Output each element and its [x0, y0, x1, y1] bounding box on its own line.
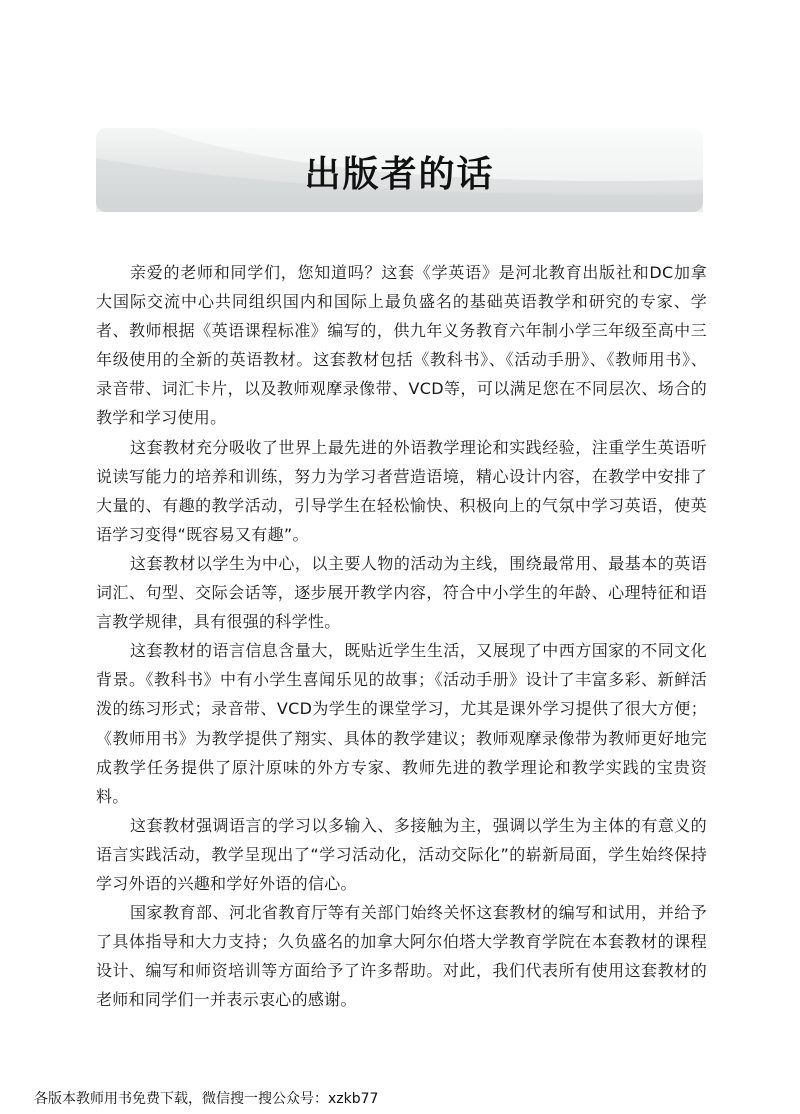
- paragraph-practice: 这套教材强调语言的学习以多输入、多接触为主，强调以学生为主体的有意义的语言实践活动，教学呈现出了“学习活动化，活动交际化”的崭新局面，学生始终保持学习外语的兴趣和学好外语的信心。: [96, 815, 707, 893]
- paragraph-acknowledgement: 国家教育部、河北省教育厅等有关部门始终关怀这套教材的编写和试用，并给予了具体指导和大力支持；久负盛名的加拿大阿尔伯塔大学教育学院在本套教材的课程设计、编写和师资培训等方面给予了许多帮助。对此，我们代表所有使用这套教材的老师和同学们一并表示衷心的感谢。: [96, 903, 707, 1010]
- page-title: 出版者的话: [304, 154, 495, 195]
- paragraph-content: 这套教材的语言信息含量大，既贴近学生生活，又展现了中西方国家的不同文化背景。《教科书》中有小学生喜闻乐见的故事；《活动手册》设计了丰富多彩、新鲜活泼的练习形式；录音带、VCD为学生的课堂学习，尤其是课外学习提供了很大方便；《教师用书》为教学提供了翔实、具体的教学建议；教师观摩录像带为教师更好地完成教学任务提供了原汁原味的外方专家、教师先进的教学理论和教学实践的宝贵资料。: [96, 641, 707, 806]
- paragraph-intro: 亲爱的老师和同学们，您知道吗？这套《学英语》是河北教育出版社和DC加拿大国际交流中心共同组织国内和国际上最负盛名的基础英语教学和研究的专家、学者、教师根据《英语课程标准》编写的，供九年义务教育六年制小学三年级至高中三年级使用的全新的英语教材。这套教材包括《教科书》、《活动手册》、《教师用书》、录音带、词汇卡片，以及教师观摩录像带、VCD等，可以满足您在不同层次、场合的教学和学习使用。: [96, 263, 707, 428]
- footer-download-note: 各版本教师用书免费下载，微信搜一搜公众号：xzkb77: [34, 1091, 379, 1107]
- title-banner: [96, 128, 703, 212]
- body-text: [96, 258, 707, 1014]
- paragraph-methodology: 这套教材充分吸收了世界上最先进的外语教学理论和实践经验，注重学生英语听说读写能力的培养和训练，努力为学习者营造语境，精心设计内容，在教学中安排了大量的、有趣的教学活动，引导学生在轻松愉快、积极向上的气氛中学习英语，使英语学习变得“既容易又有趣”。: [96, 437, 707, 544]
- paragraph-student-centered: 这套教材以学生为中心，以主要人物的活动为主线，围绕最常用、最基本的英语词汇、句型、交际会话等，逐步展开教学内容，符合中小学生的年龄、心理特征和语言教学规律，具有很强的科学性。: [96, 553, 707, 632]
